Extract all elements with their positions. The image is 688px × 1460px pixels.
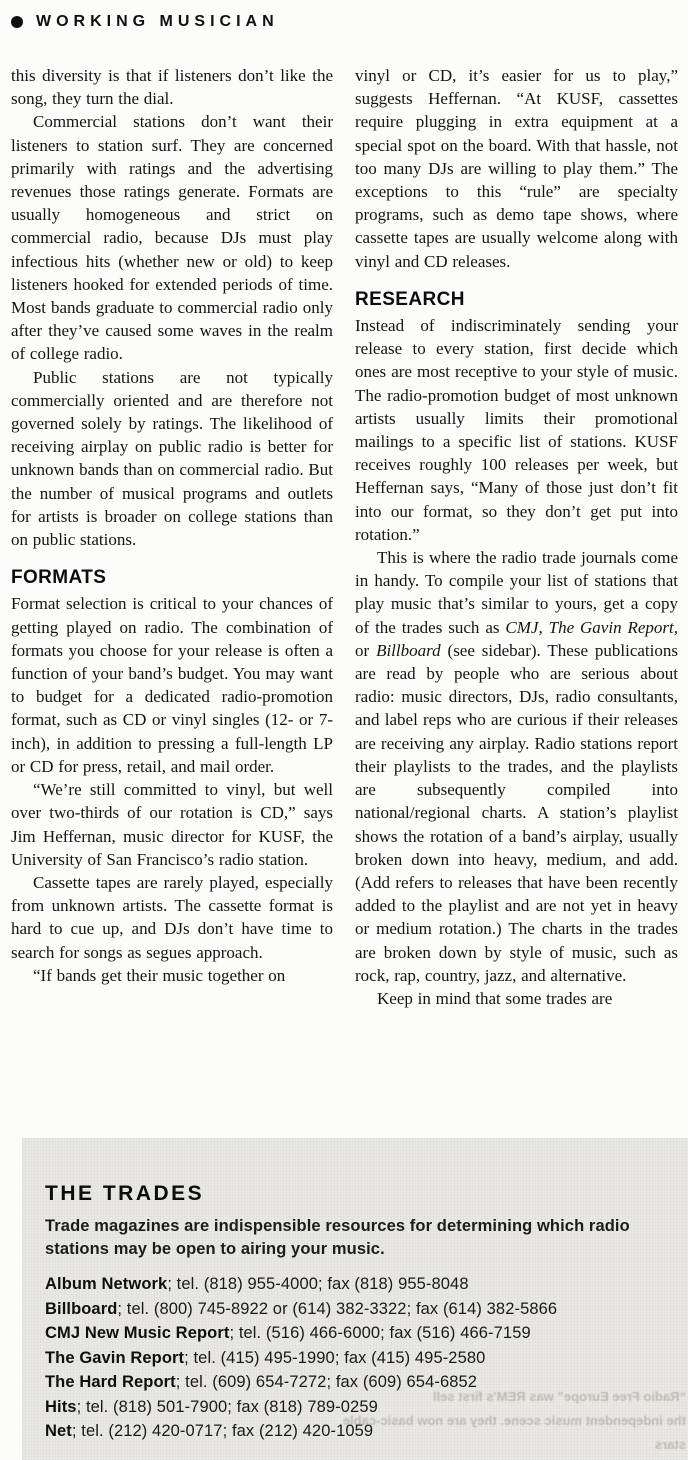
- article-paragraph: [355, 546, 678, 987]
- article-paragraph: vinyl or CD, it’s easier for us to play,” suggests Heffernan. “At KUSF, cassettes require plugging in extra equipment at a special spot on the board. With that hassle, not too many DJs are willing to play them.” The exceptions to this “rule” are specialty programs, such as demo tape shows, where cassette tapes are usually welcome along with vinyl and CD releases.: [355, 66, 678, 271]
- trade-name: The Gavin Report: [45, 1348, 185, 1367]
- article-paragraph: Instead of indiscriminately sending your release to every station, first decide which ones are most receptive to your style of music. The radio-promotion budget of most unknown artists usually limits their promotional mailings to a specific list of stations. KUSF receives roughly 100 releases per week, but Heffernan says, “Many of those just don’t fit into our format, so they don’t get put into rotation.”: [355, 316, 678, 544]
- trades-list: [45, 1272, 662, 1444]
- plain-text: This is where the radio trade journals come in handy. To compile your list of stations that play music that’s similar to yours, get a copy of the trades such as: [355, 548, 678, 637]
- article-paragraph: Format selection is critical to your chances of getting played on radio. The combination of formats you choose for your release is often a function of your band’s budget. You may want to budget for a dedicated radio-promotion format, such as CD or vinyl singles (12- or 7-inch), in addition to pressing a full-length LP or CD for press, retail, and mail order.: [11, 594, 333, 776]
- trade-entry: Billboard; tel. (800) 745-8922 or (614) 382-3322; fax (614) 382-5866: [45, 1299, 558, 1318]
- trades-sidebar: [22, 1138, 688, 1460]
- trade-entry: Net; tel. (212) 420-0717; fax (212) 420-1059: [45, 1422, 374, 1440]
- trade-name: Billboard: [45, 1299, 118, 1318]
- italic-text: Billboard: [376, 640, 441, 660]
- sidebar-title: THE TRADES: [45, 1182, 205, 1205]
- plain-text: or: [355, 640, 377, 660]
- article-column-left: [11, 64, 333, 987]
- trade-name: The Hard Report: [45, 1373, 176, 1391]
- trade-name: Album Network: [45, 1275, 168, 1293]
- section-heading: FORMATS: [11, 567, 107, 589]
- article-paragraph: Keep in mind that some trades are: [377, 988, 613, 1008]
- trade-name: Net: [45, 1422, 72, 1440]
- trade-name: CMJ New Music Report: [45, 1324, 230, 1342]
- article-paragraph: Public stations are not typically commercially oriented and are therefore not governed solely by ratings. The likelihood of receiving airplay on public radio is better for unknown bands than on commercial radio. But the number of musical programs and outlets for artists is broader on college stations than on public stations.: [11, 367, 333, 550]
- bleed-through-line: “Radio Free Europe” was REM’s first sell: [432, 1389, 686, 1404]
- trade-entry: Hits; tel. (818) 501-7900; fax (818) 789-0259: [45, 1397, 378, 1416]
- article-paragraph: Commercial stations don’t want their listeners to station surf. They are concerned primarily with ratings and the advertising revenues those ratings generate. Formats are usually homogeneous and strict on commercial radio, because DJs must play infectious hits (whether new or old) to keep listeners hooked for extended periods of time. Most bands graduate to commercial radio only after they’ve caused some waves in the realm of college radio.: [11, 112, 333, 364]
- article-paragraph: “If bands get their music together on: [33, 965, 286, 985]
- article-paragraph: “We’re still committed to vinyl, but well over two-thirds of our rotation is CD,” says Jim Heffernan, music director for KUSF, the University of San Francisco’s radio station.: [11, 780, 333, 869]
- article-paragraph: Cassette tapes are rarely played, especially from unknown artists. The cassette format is hard to cue up, and DJs don’t have time to search for songs as segues approach.: [11, 872, 333, 962]
- trade-entry: CMJ New Music Report; tel. (516) 466-6000; fax (516) 466-7159: [45, 1324, 531, 1342]
- trade-entry: Album Network; tel. (818) 955-4000; fax (818) 955-8048: [45, 1275, 469, 1293]
- section-heading: RESEARCH: [355, 288, 465, 310]
- plain-text: (see sidebar). These publications are read by people who are serious about radio: music directors, DJs, radio consultants, and label reps who are curious if their releases are receiving any airplay. Radio stations report their playlists to the trades, and the playlists are subsequently compiled into national/regional charts. A station’s playlist shows the rotation of a band’s airplay, usually broken down into heavy, medium, and add. (Add refers to releases that have been recently added to the playlist and are not yet in heavy or medium rotation.) The charts in the trades are broken down by style of music, such as rock, rap, country, jazz, and alternative.: [355, 640, 678, 985]
- article-paragraph: this diversity is that if listeners don’t like the song, they turn the dial.: [11, 66, 333, 109]
- bleed-through-line: the independent music scene. they are now basic-cable stars: [342, 1413, 686, 1452]
- trade-entry: The Hard Report; tel. (609) 654-7272; fax (609) 654-6852: [45, 1373, 478, 1391]
- trade-name: Hits: [45, 1397, 77, 1416]
- bullet-icon: [11, 16, 23, 28]
- section-masthead: [11, 13, 279, 31]
- article-column-right: [355, 64, 678, 1010]
- italic-text: CMJ, The Gavin Report,: [505, 617, 679, 637]
- trade-entry: The Gavin Report; tel. (415) 495-1990; fax (415) 495-2580: [45, 1348, 486, 1367]
- column-title: WORKING MUSICIAN: [36, 13, 279, 30]
- sidebar-intro: Trade magazines are indispensible resources for determining which radio stations may be open to airing your music.: [45, 1217, 630, 1258]
